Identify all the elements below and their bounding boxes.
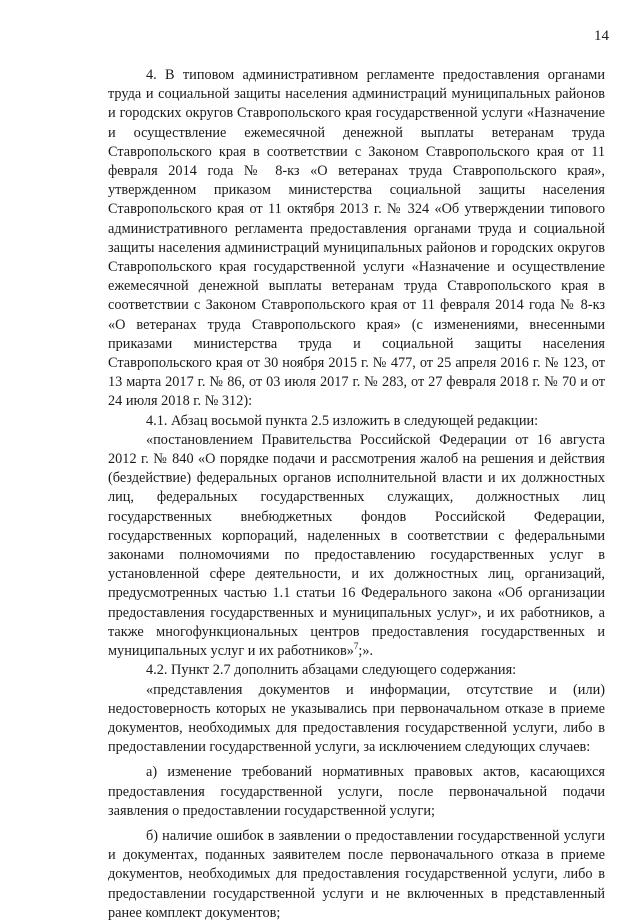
paragraph-4-1-text xyxy=(108,431,605,661)
paragraph-4-1-text-tail: ;». xyxy=(358,643,374,660)
list-item-a: а) изменение требований нормативных правовых актов, касающихся предоставления государственной услуги, после первоначальной подачи заявления о предоставлении государственной услуги; xyxy=(108,764,605,819)
paragraph-4: 4. В типовом административном регламенте предоставления органами труда и социальной защиты населения администраций муниципальных районов и городских округов Ставропольского края государственной услуги «Назначение и осуществление ежемесячной денежной выплаты ветеранам труда Ставропольского края в соответствии с Законом Ставропольского края от 11 февраля 2014 года № 8-кз «О ветеранах труда Ставропольского края», утвержденном приказом министерства социальной защиты населения Ставропольского края от 11 октября 2013 г. № 324 «Об утверждении типового административного регламента предоставления органами труда и социальной защиты населения администраций муниципальных районов и городских округов Ставропольского края государственной услуги «Назначение и осуществление ежемесячной денежной выплаты ветеранам труда Ставропольского края в соответствии с Законом Ставропольского края от 11 февраля 2014 года № 8-кз «О ветеранах труда Ставропольского края» (с изменениями, внесенными приказами министерства труда и социальной защиты населения Ставропольского края от 30 ноября 2015 г. № 477, от 25 апреля 2016 г. № 123, от 13 марта 2017 г. № 86, от 03 июля 2017 г. № 283, от 27 февраля 2018 г. № 70 и от 24 июля 2018 г. № 312): xyxy=(108,67,605,410)
paragraph-4-1: 4.1. Абзац восьмой пункта 2.5 изложить в следующей редакции: xyxy=(146,412,539,429)
footnote-marker: 7 xyxy=(353,641,359,652)
page-number: 14 xyxy=(594,28,609,44)
list-item-b: б) наличие ошибок в заявлении о предоставлении государственной услуги и документах, поданных заявителем после первоначального отказа в приеме документов, необходимых для предоставления государственной услуги, либо в предоставлении государственной услуги и не включенных в представленный ранее комплект документов; xyxy=(108,827,605,921)
paragraph-4-1-text-body: «постановлением Правительства Российской Федерации от 16 августа 2012 г. № 840 «О порядке подачи и рассмотрения жалоб на решения и действия (бездействие) федеральных органов исполнительной власти и их должностных лиц, федеральных государственных служащих, должностных лиц государственных внебюджетных фондов Российской Федерации, государственных корпораций, наделенных в соответствии с федеральными законами полномочиями по предоставлению государственных услуг в установленной сфере деятельности, и их должностных лиц, организаций, предусмотренных частью 1.1 статьи 16 Федерального закона «Об организации предоставления государственных и муниципальных услуг», и их работников, а также многофункциональных центров предоставления государственных и муниципальных услуг и их работников» xyxy=(108,431,605,660)
paragraph-4-2: 4.2. Пункт 2.7 дополнить абзацами следующего содержания: xyxy=(146,662,517,679)
paragraph-4-2-text: «представления документов и информации, отсутствие и (или) недостоверность которых не указывались при первоначальном отказе в приеме документов, необходимых для предоставления государственной услуги, либо в предоставлении государственной услуги, за исключением следующих случаев: xyxy=(108,681,605,756)
document-body xyxy=(108,66,605,923)
